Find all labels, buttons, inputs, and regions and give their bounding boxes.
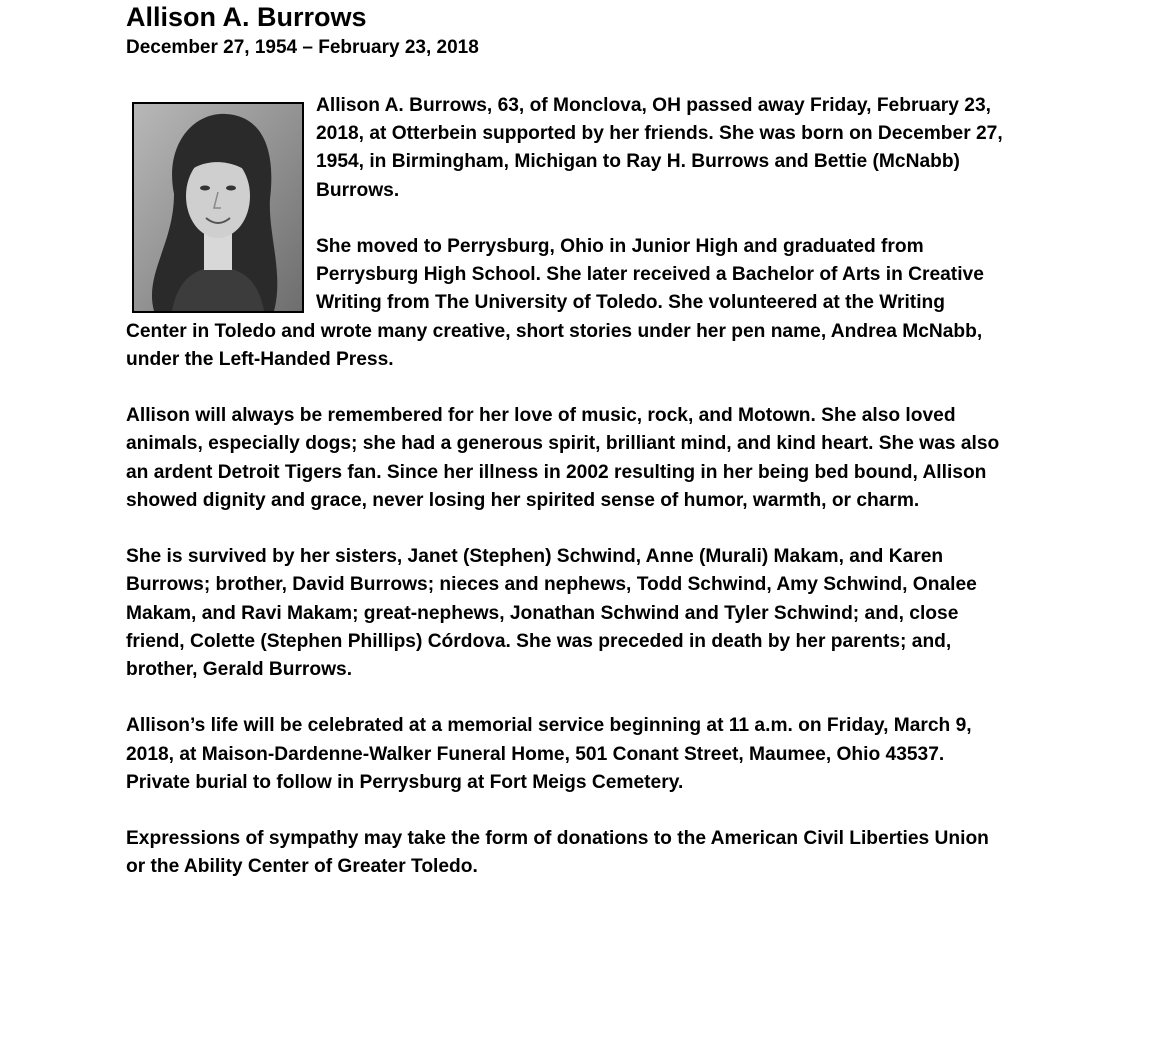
obituary-name-heading: Allison A. Burrows [126,2,367,32]
paragraph-donations: Expressions of sympathy may take the form of donations to the American Civil Liberties Union or the Ability Center of Greater Toledo. [126,828,989,878]
portrait-photo [132,102,304,313]
obituary-body [126,92,1006,882]
paragraph-intro: Allison A. Burrows, 63, of Monclova, OH passed away Friday, February 23, 2018, at Otterbein supported by her friends. She was born on December 27, 1954, in Birmingham, Michigan to Ray H. Burrows and Bettie (McNabb) Burrows. [316,95,1003,201]
paragraph-survivors: She is survived by her sisters, Janet (Stephen) Schwind, Anne (Murali) Makam, and Karen Burrows; brother, David Burrows; nieces and nephews, Todd Schwind, Amy Schwind, Onalee Makam, and Ravi Makam; great-nephews, Jonathan Schwind and Tyler Schwind; and, close friend, Colette (Stephen Phillips) Córdova. She was preceded in death by her parents; and, brother, Gerald Burrows. [126,546,977,681]
life-dates: December 27, 1954 – February 23, 2018 [126,37,479,58]
paragraph-service: Allison’s life will be celebrated at a memorial service beginning at 11 a.m. on Friday, March 9, 2018, at Maison-Dardenne-Walker Funeral Home, 501 Conant Street, Maumee, Ohio 43537. Private burial to follow in Perrysburg at Fort Meigs Cemetery. [126,715,972,793]
paragraph-education: She moved to Perrysburg, Ohio in Junior High and graduated from Perrysburg High School. She later received a Bachelor of Arts in Creative Writing from The University of Toledo. She volunteered at the Writing Center in Toledo and wrote many creative, short stories under her pen name, Andrea McNabb, under the Left-Handed Press. [126,236,984,370]
paragraph-remembrance: Allison will always be remembered for her love of music, rock, and Motown. She also loved animals, especially dogs; she had a generous spirit, brilliant mind, and kind heart. She was also an ardent Detroit Tigers fan. Since her illness in 2002 resulting in her being bed bound, Allison showed dignity and grace, never losing her spirited sense of humor, warmth, or charm. [126,405,1000,511]
